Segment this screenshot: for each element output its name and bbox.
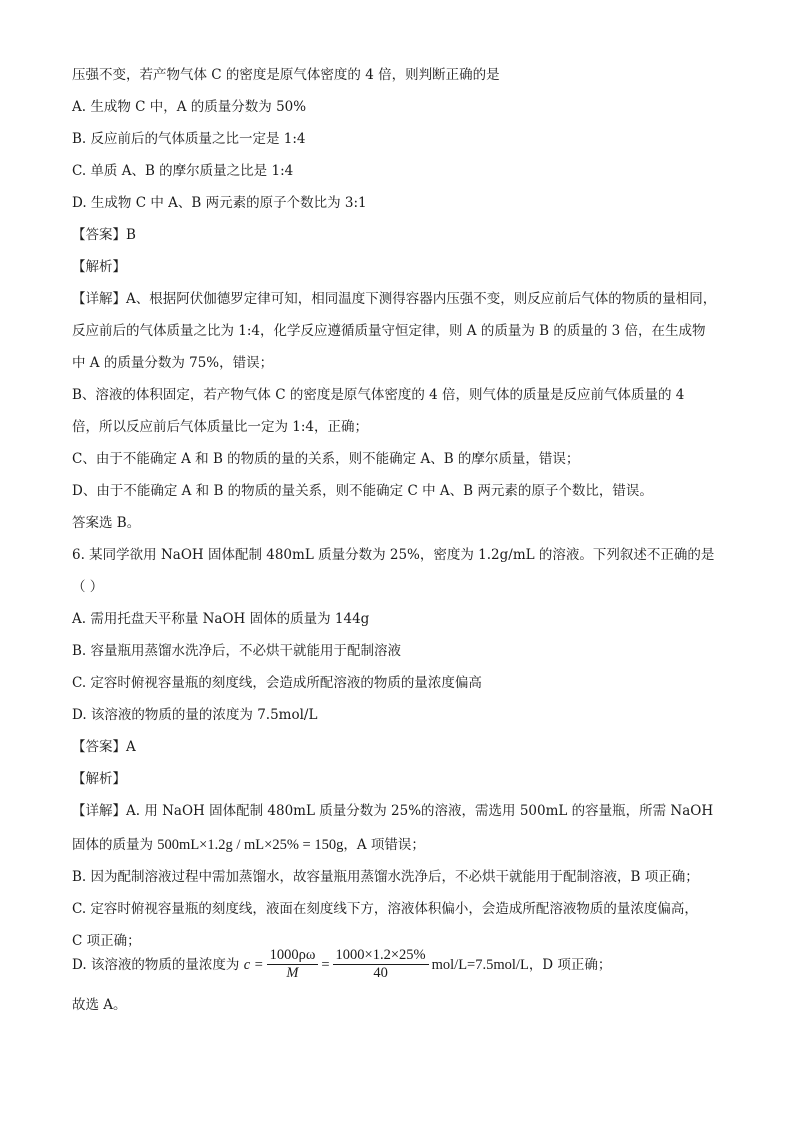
- q5-option-a: A. 生成物 C 中，A 的质量分数为 50%: [72, 99, 307, 115]
- q5-detail-line: 【详解】A、根据阿伏伽德罗定律可知，相同温度下测得容器内压强不变，则反应前后气体的物质的量相同，: [72, 291, 717, 307]
- q6-option-a: A. 需用托盘天平称量 NaOH 固体的质量为 144g: [72, 611, 370, 627]
- formula-lhs: c =: [243, 957, 264, 973]
- q5-conclusion: 答案选 B。: [72, 515, 141, 531]
- q5-detail-line: 倍，所以反应前后气体质量比一定为 1:4，正确；: [72, 419, 369, 435]
- q5-analysis-title: 【解析】: [72, 259, 126, 275]
- q5-detail-line: 中 A 的质量分数为 75%，错误；: [72, 355, 274, 371]
- fraction-general: [267, 947, 319, 982]
- q6-option-d: D. 该溶液的物质的量的浓度为 7.5mol/L: [72, 707, 318, 723]
- q6-detail-a-formula: 500mL×1.2g / mL×25% = 150g: [157, 837, 344, 853]
- fraction-numerator: 1000ρω: [267, 947, 319, 965]
- q6-detail-a-prefix: 固体的质量为: [72, 837, 158, 853]
- q6-detail-c-line1: C. 定容时俯视容量瓶的刻度线，液面在刻度线下方，溶液体积偏小，会造成所配溶液物质的量浓度偏高，: [72, 901, 698, 917]
- q6-answer: 【答案】A: [72, 739, 136, 755]
- formula-result: mol/L=7.5mol/L: [431, 957, 529, 973]
- q5-detail-line: D、由于不能确定 A 和 B 的物质的量关系，则不能确定 C 中 A、B 两元素的原子个数比，错误。: [72, 483, 653, 499]
- q6-detail-a-line2: [72, 836, 425, 854]
- fraction-denominator: 40: [373, 965, 388, 981]
- q5-option-c: C. 单质 A、B 的摩尔质量之比是 1:4: [72, 163, 294, 179]
- q6-conclusion: 故选 A。: [72, 997, 127, 1013]
- q6-detail-d-suffix: ，D 项正确；: [528, 957, 612, 973]
- q6-detail-a-line1: 【详解】A. 用 NaOH 固体配制 480mL 质量分数为 25%的溶液，需选用 500mL 的容量瓶，所需 NaOH: [72, 803, 714, 819]
- q6-detail-c-line2: C 项正确；: [72, 933, 141, 949]
- q5-stem-tail: 压强不变，若产物气体 C 的密度是原气体密度的 4 倍，则判断正确的是: [72, 67, 500, 83]
- q5-answer: 【答案】B: [72, 227, 136, 243]
- fraction-numeric: [333, 947, 429, 982]
- equals-sign: =: [321, 957, 330, 973]
- q6-option-c: C. 定容时俯视容量瓶的刻度线，会造成所配溶液的物质的量浓度偏高: [72, 675, 482, 691]
- q6-detail-d-prefix: D. 该溶液的物质的量浓度为: [72, 957, 244, 973]
- fraction-numerator: 1000×1.2×25%: [333, 947, 429, 965]
- q6-option-b: B. 容量瓶用蒸馏水洗净后，不必烘干就能用于配制溶液: [72, 643, 402, 659]
- q6-detail-d: [72, 948, 611, 983]
- q5-detail-line: 反应前后的气体质量之比为 1:4，化学反应遵循质量守恒定律，则 A 的质量为 B 的质量的 3 倍，在生成物: [72, 323, 706, 339]
- q5-option-d: D. 生成物 C 中 A、B 两元素的原子个数比为 3:1: [72, 195, 367, 211]
- fraction-denominator: M: [286, 965, 299, 981]
- q6-detail-a-suffix: ，A 项错误；: [343, 837, 425, 853]
- q6-analysis-title: 【解析】: [72, 771, 126, 787]
- q5-detail-line: B、溶液的体积固定，若产物气体 C 的密度是原气体密度的 4 倍，则气体的质量是反应前气体质量的 4: [72, 387, 685, 403]
- q6-stem-line2: （ ）: [72, 579, 104, 595]
- q5-option-b: B. 反应前后的气体质量之比一定是 1:4: [72, 131, 306, 147]
- q5-detail-line: C、由于不能确定 A 和 B 的物质的量的关系，则不能确定 A、B 的摩尔质量，错误；: [72, 451, 580, 467]
- q6-stem-line1: 6. 某同学欲用 NaOH 固体配制 480mL 质量分数为 25%，密度为 1.2g/mL 的溶液。下列叙述不正确的是: [72, 547, 715, 563]
- q6-detail-b: B. 因为配制溶液过程中需加蒸馏水，故容量瓶用蒸馏水洗净后，不必烘干就能用于配制溶液，B 项正确；: [72, 869, 699, 885]
